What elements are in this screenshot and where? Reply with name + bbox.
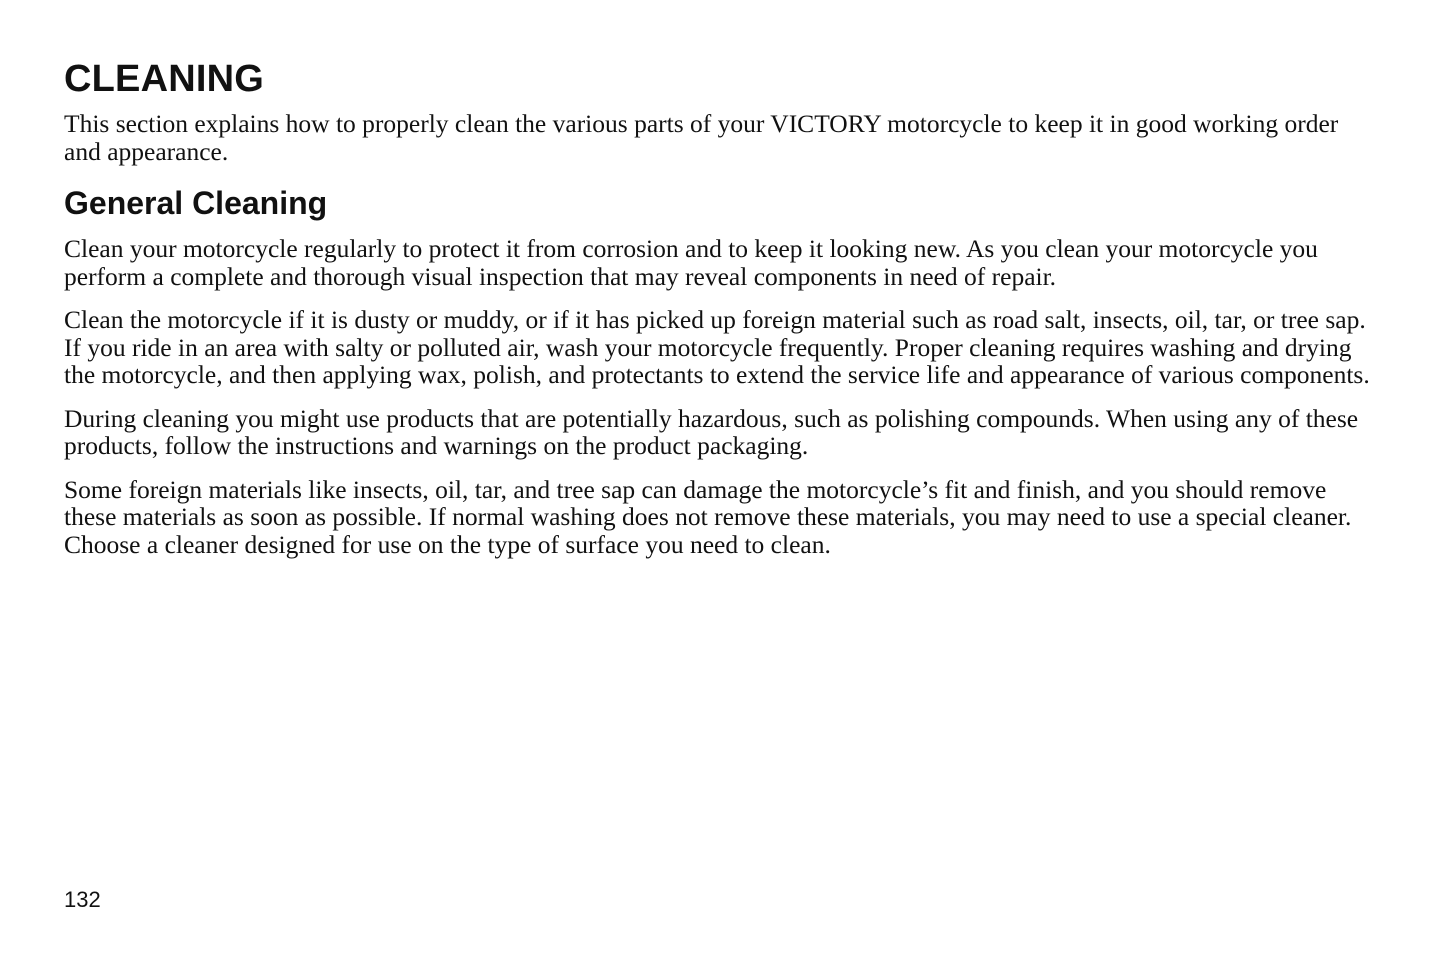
section-title: CLEANING — [64, 58, 265, 100]
manual-page — [64, 56, 1374, 558]
paragraph-when-to-clean: Clean the motorcycle if it is dusty or muddy, or if it has picked up foreign material such as road salt, insects, oil, tar, or tree sap. If you ride in an area with salty or polluted air, wash your motorcycle frequently. Proper cleaning requires washing and drying the motorcycle, and then applying wax, polish, and protectants to extend the service life and appearance of various components. — [64, 305, 1370, 389]
subsection-title: General Cleaning — [64, 185, 328, 221]
paragraph-regular-cleaning: Clean your motorcycle regularly to protect it from corrosion and to keep it looking new. As you clean your motorcycle you perform a complete and thorough visual inspection that may reveal components in need of repair. — [64, 234, 1318, 291]
paragraph-hazardous-products: During cleaning you might use products that are potentially hazardous, such as polishing compounds. When using any of these products, follow the instructions and warnings on the product packaging. — [64, 403, 1359, 460]
paragraph-foreign-materials: Some foreign materials like insects, oil, tar, and tree sap can damage the motorcycle’s fit and finish, and you should remove these materials as soon as possible. If normal washing does not remove these materials, you may need to use a special cleaner. Choose a cleaner designed for use on the type of surface you need to clean. — [64, 474, 1352, 559]
section-intro: This section explains how to properly clean the various parts of your VICTORY motorcycle to keep it in good working order and appearance. — [64, 109, 1339, 166]
page-number: 132 — [64, 887, 101, 912]
